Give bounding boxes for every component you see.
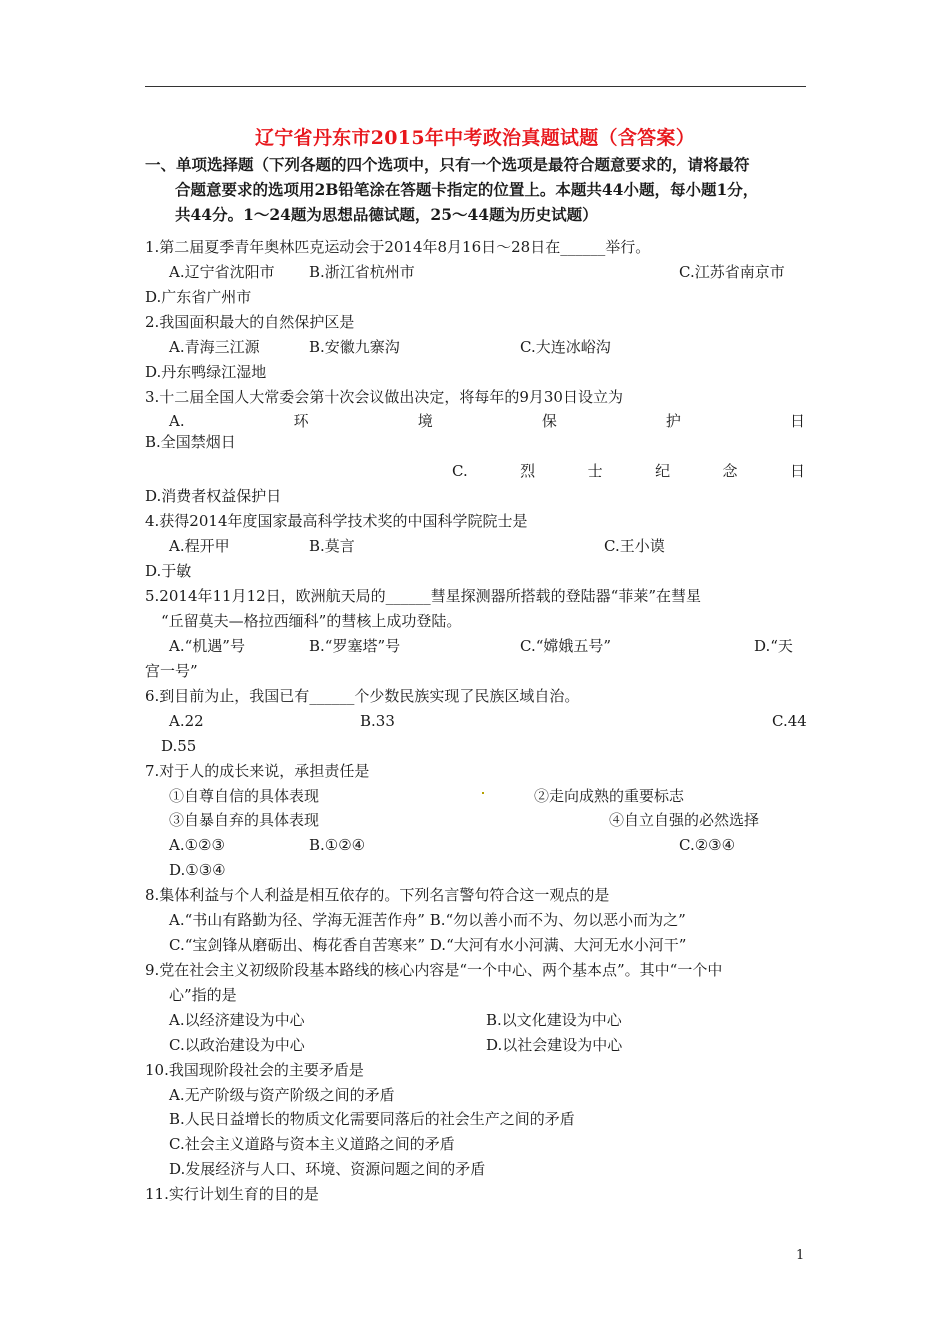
q8-stem: 8.集体利益与个人利益是相互依存的。下列名言警句符合这一观点的是 (145, 886, 610, 904)
q6-option-a: A.22 (169, 712, 204, 730)
q3-option-d: D.消费者权益保护日 (145, 487, 282, 505)
q9-stem-line-2: 心”指的是 (169, 986, 237, 1004)
q4-stem: 4.获得2014年度国家最高科学技术奖的中国科学院院士是 (145, 512, 528, 530)
q9-option-a: A.以经济建设为中心 (169, 1011, 305, 1029)
q4-option-b: B.莫言 (309, 537, 355, 555)
q2-option-a: A.青海三江源 (169, 338, 260, 356)
q7-item-1: ①自尊自信的具体表现 (169, 787, 320, 805)
q3-option-c-char: 日 (789, 462, 805, 480)
q6-option-d: D.55 (161, 737, 197, 755)
q10-stem: 10.我国现阶段社会的主要矛盾是 (145, 1061, 364, 1079)
q4-option-c: C.王小谟 (604, 537, 665, 555)
q7-item-2: ②走向成熟的重要标志 (534, 787, 685, 805)
q1-option-b: B.浙江省杭州市 (309, 263, 415, 281)
q10-option-a: A.无产阶级与资产阶级之间的矛盾 (169, 1086, 395, 1104)
q6-stem: 6.到目前为止，我国已有______个少数民族实现了民族区域自治。 (145, 687, 580, 705)
q6-option-b: B.33 (360, 712, 395, 730)
q10-option-b: B.人民日益增长的物质文化需要同落后的社会生产之间的矛盾 (169, 1110, 575, 1128)
q9-option-d: D.以社会建设为中心 (486, 1036, 623, 1054)
q2-option-b: B.安徽九寨沟 (309, 338, 400, 356)
q2-option-c: C.大连冰峪沟 (520, 338, 611, 356)
q7-option-a: A.①②③ (169, 836, 225, 854)
stray-dot (482, 792, 484, 794)
q5-option-a: A.“机遇”号 (169, 637, 245, 655)
section-heading (145, 152, 810, 227)
header-rule (145, 86, 806, 87)
q4-option-d: D.于敏 (145, 562, 192, 580)
q5-stem-line-2: “丘留莫夫—格拉西缅科”的彗核上成功登陆。 (161, 612, 462, 630)
section-heading-line-3: 共44分。1～24题为思想品德试题，25～44题为历史试题） (175, 205, 598, 224)
q1-option-d: D.广东省广州市 (145, 288, 252, 306)
q5-option-c: C.“嫦娥五号” (520, 637, 612, 655)
q9-option-c: C.以政治建设为中心 (169, 1036, 305, 1054)
q3-option-c-char: 纪 (655, 462, 671, 480)
q7-option-c: C.②③④ (679, 836, 736, 854)
q5-stem-line-1: 5.2014年11月12日，欧洲航天局的______彗星探测器所搭载的登陆器“菲莱”在彗星 (145, 587, 701, 605)
q3-option-a-char: 日 (789, 412, 805, 430)
q5-option-b: B.“罗塞塔”号 (309, 637, 401, 655)
q9-option-b: B.以文化建设为中心 (486, 1011, 622, 1029)
q4-option-a: A.程开甲 (169, 537, 230, 555)
q1-stem: 1.第二届夏季青年奥林匹克运动会于2014年8月16日～28日在______举行。 (145, 238, 651, 256)
q3-option-a-char: A. (169, 412, 185, 430)
section-heading-line-1: 一、单项选择题（下列各题的四个选项中，只有一个选项是最符合题意要求的，请将最符 (145, 155, 750, 174)
q6-option-c: C.44 (772, 712, 807, 730)
q1-option-c: C.江苏省南京市 (679, 263, 785, 281)
q3-option-c-char: 士 (587, 462, 603, 480)
q3-option-c-char: C. (452, 462, 468, 480)
q10-option-d: D.发展经济与人口、环境、资源问题之间的矛盾 (169, 1160, 486, 1178)
q3-option-a-char: 护 (665, 412, 681, 430)
q11-stem: 11.实行计划生育的目的是 (145, 1185, 319, 1203)
q7-item-3: ③自暴自弃的具体表现 (169, 811, 320, 829)
q8-options-ab: A.“书山有路勤为径、学海无涯苦作舟” B.“勿以善小而不为、勿以恶小而为之” (169, 911, 686, 929)
page-number: 1 (796, 1248, 805, 1263)
q3-option-c-char: 念 (722, 462, 738, 480)
q3-option-a-char: 境 (417, 412, 433, 430)
q1-option-a: A.辽宁省沈阳市 (169, 263, 275, 281)
q3-option-a-char: 保 (541, 412, 557, 430)
q3-option-a (169, 411, 805, 431)
q7-option-b: B.①②④ (309, 836, 366, 854)
q5-option-d-part-2: 宫一号” (145, 662, 198, 680)
q3-option-a-char: 环 (293, 412, 309, 430)
q7-option-d: D.①③④ (169, 861, 226, 879)
q2-option-d: D.丹东鸭绿江湿地 (145, 363, 267, 381)
q3-option-c-char: 烈 (520, 462, 536, 480)
q3-option-b: B.全国禁烟日 (145, 433, 236, 451)
q3-option-c (452, 461, 805, 481)
q8-options-cd: C.“宝剑锋从磨砺出、梅花香自苦寒来” D.“大河有水小河满、大河无水小河干” (169, 936, 687, 954)
document-title: 辽宁省丹东市2015年中考政治真题试题（含答案） (254, 127, 696, 149)
q9-stem-line-1: 9.党在社会主义初级阶段基本路线的核心内容是“一个中心、两个基本点”。其中“一个中 (145, 961, 723, 979)
q3-stem: 3.十二届全国人大常委会第十次会议做出决定，将每年的9月30日设立为 (145, 388, 623, 406)
q2-stem: 2.我国面积最大的自然保护区是 (145, 313, 355, 331)
q7-item-4: ④自立自强的必然选择 (609, 811, 760, 829)
section-heading-line-2: 合题意要求的选项用2B铅笔涂在答题卡指定的位置上。本题共44小题，每小题1分， (175, 180, 759, 199)
q7-stem: 7.对于人的成长来说，承担责任是 (145, 762, 370, 780)
q5-option-d-part-1: D.“天 (754, 637, 793, 655)
q10-option-c: C.社会主义道路与资本主义道路之间的矛盾 (169, 1135, 455, 1153)
